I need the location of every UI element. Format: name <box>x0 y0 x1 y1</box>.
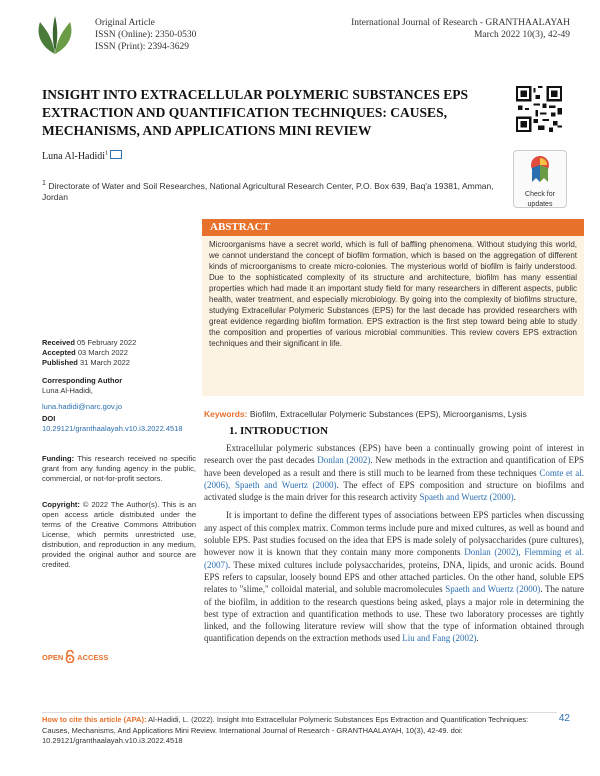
intro-p2-text-c: . The nature of the biofilm, in addition to the research questions being asked, plays a major role in determining the best type of extraction and quantification methods to use. These two laboratory processes are tightly linked, and the following literature review will show that the type of information obtained through quantification depends on the extraction methods used <box>204 584 584 644</box>
citation-link[interactable]: Liu and Fang (2002) <box>402 633 477 644</box>
qr-code-icon[interactable] <box>516 86 562 132</box>
intro-paragraph-2 <box>204 509 584 644</box>
issn-online: ISSN (Online): 2350-0530 <box>95 30 197 40</box>
journal-info-block <box>351 17 570 41</box>
keywords-line <box>204 409 584 419</box>
citation-link[interactable]: Comte et al. (2006), Spaeth and Wuertz (2000) <box>204 467 584 490</box>
doi-label: DOI <box>42 414 56 423</box>
update-icon <box>528 154 552 184</box>
corresponding-name: Luna Al-Hadidi, <box>42 386 93 395</box>
received-label: Received <box>42 338 75 347</box>
citation-link[interactable]: Spaeth and Wuertz (2000) <box>419 492 514 503</box>
page-number: 42 <box>558 713 570 724</box>
cite-label: How to cite this article (APA): <box>42 715 147 724</box>
introduction-heading: 1. INTRODUCTION <box>229 425 329 437</box>
intro-p1-text-d: . <box>513 492 516 503</box>
intro-p2-text-a: It is important to define the different types of associations between EPS particles when discussing any aspect of this complex matrix. Common terms include pure and mixed cultures, as well as bound and soluble EPS. Past studies focused on the idea that EPS is made solely of polysaccharides (pure cultures), however now it is known that they contain many more components <box>204 510 584 558</box>
introduction-body <box>204 442 584 651</box>
corresponding-label: Corresponding Author <box>42 376 123 385</box>
journal-logo <box>30 14 80 56</box>
copyright-block <box>42 500 196 570</box>
citation-link[interactable]: Spaeth and Wuertz (2000) <box>445 584 541 595</box>
article-title: INSIGHT INTO EXTRACELLULAR POLYMERIC SUBSTANCES EPS EXTRACTION AND QUANTIFICATION TECHNIQUES: CAUSES, MECHANISMS, AND APPLICATIONS MINI REVIEW <box>42 87 468 138</box>
intro-p2-text-b: . These mixed cultures include polysaccharides, proteins, DNA, lipids, and uronic acids. Bound EPS refers to capsular, loosely bound EPS and other attached particles. On the other hand, soluble EPS relates to "slime," colloidal material, and soluble macromolecules <box>204 559 584 595</box>
intro-p1-text-b: . New methods in the extraction and quantification of EPS have been developed as a result and there is still much to be learned from these techniques <box>204 455 584 478</box>
intro-p1-text-c: . The effect of EPS composition and structure on biofilms and activated sludge is the main driver for this research activity <box>204 479 584 503</box>
citation-link[interactable]: Donlan (2002) <box>317 455 371 466</box>
abstract-text: Microorganisms have a secret world, which is full of baffling phenomena. Without studying this world, we cannot understand the concept of biofilm formation, which is based on the aggregation of different kinds of microorganisms to create micro-colonies. The mysterious world of biofilm is fairly understood. Due to the sophisticated complexity of its structure and architecture, biofilm has many essential properties which had made it an important study field for many researchers in different aspects, public health, water treatment, and especially microbiology. By going into the complexity of biofilms structure, studying Extracellular Polymeric Substances (EPS) for the last decade has provided researchers with great evidence regarding biofilm formation. EPS extraction is the first step toward being able to study the composition and properties of various microbial communities. This review covers EPS extraction techniques and their significant in life. <box>202 236 584 396</box>
keywords-text: Biofilm, Extracellular Polymeric Substances (EPS), Microorganisms, Lysis <box>249 409 527 419</box>
abstract-heading: ABSTRACT <box>202 219 584 236</box>
article-type: Original Article <box>95 18 155 28</box>
author-name: Luna Al-Hadidi <box>42 151 106 162</box>
email-icon[interactable] <box>110 150 122 159</box>
affiliation-sup: 1 <box>42 179 46 187</box>
cite-text: Al-Hadidi, L. (2022). Insight Into Extracellular Polymeric Substances Eps Extraction and Quantification Techniques: Causes, Mechanisms, And Applications Mini Review. International Journal of Research - GRANTHAALAYAH, 10(3), 42-49. doi: 10.29121/granthaalayah.v10.i3.2022.4518 <box>42 715 529 745</box>
accepted-date: 03 March 2022 <box>77 348 128 357</box>
open-access-left: OPEN <box>42 653 64 662</box>
journal-issue: March 2022 10(3), 42-49 <box>473 30 570 40</box>
citation-footer <box>42 712 557 747</box>
author-affil-sup: 1 <box>105 150 109 157</box>
open-lock-icon <box>65 650 75 663</box>
update-label-1: Check for <box>525 191 555 198</box>
issn-print: ISSN (Print): 2394-3629 <box>95 42 189 52</box>
intro-p2-text-d: . <box>476 633 479 644</box>
update-label-2: updates <box>527 201 553 208</box>
doi-link[interactable]: 10.29121/granthaalayah.v10.i3.2022.4518 <box>42 424 183 433</box>
funding-label: Funding: <box>42 454 75 463</box>
author-line <box>42 150 122 162</box>
corresponding-block <box>42 376 196 434</box>
corresponding-email-link[interactable]: luna.hadidi@narc.gov.jo <box>42 402 123 411</box>
dates-block <box>42 338 196 368</box>
affiliation-text: Directorate of Water and Soil Researches, National Agricultural Research Center, P.O. Box 639, Baq'a 19381, Amman, Jordan <box>42 180 494 202</box>
copyright-text: © 2022 The Author(s). This is an open access article distributed under the terms of the Creative Commons Attribution License, which permits unrestricted use, distribution, and reproduction in any medium, provided the original author and source are credited. <box>42 500 196 569</box>
intro-p1-text-a: Extracellular polymeric substances (EPS) have been a continually growing point of interest in research over the past decades <box>204 443 584 466</box>
keywords-label: Keywords: <box>204 409 248 419</box>
intro-paragraph-1 <box>204 442 584 503</box>
check-for-updates-badge[interactable] <box>513 150 567 208</box>
citation-link[interactable]: Donlan (2002), Flemming et al. (2007) <box>204 547 585 570</box>
funding-block <box>42 454 196 484</box>
open-access-badge <box>42 650 108 663</box>
published-label: Published <box>42 358 78 367</box>
accepted-label: Accepted <box>42 348 76 357</box>
journal-issn-block <box>95 17 196 53</box>
funding-text: This research received no specific grant from any funding agency in the public, commercial, or not-for-profit sectors. <box>42 454 196 483</box>
received-date: 05 February 2022 <box>77 338 137 347</box>
open-access-right: ACCESS <box>77 653 109 662</box>
affiliation <box>42 178 502 203</box>
copyright-label: Copyright: <box>42 500 80 509</box>
published-date: 31 March 2022 <box>79 358 130 367</box>
journal-name: International Journal of Research - GRANTHAALAYAH <box>351 18 570 28</box>
